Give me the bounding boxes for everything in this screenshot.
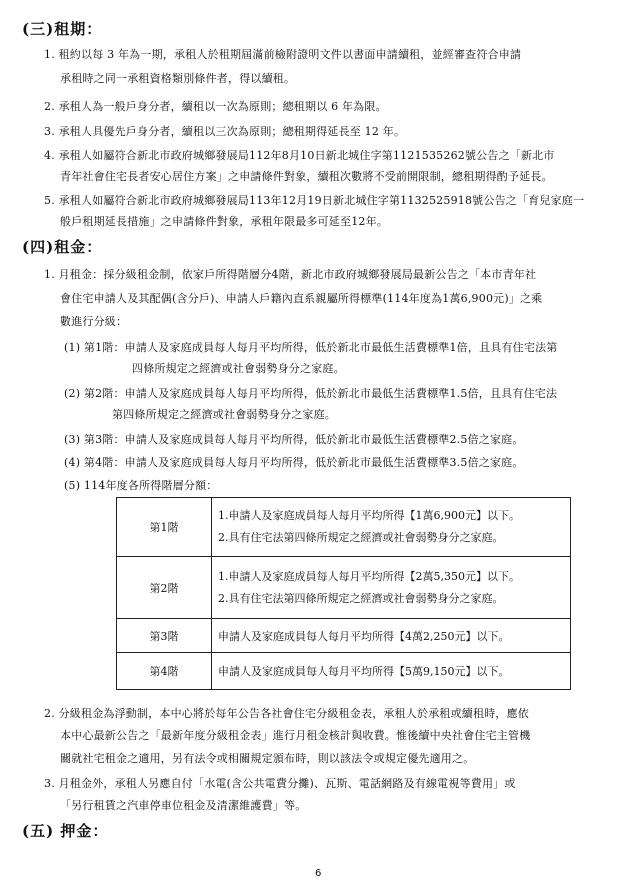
lease-item-3: 3. 承租人具優先戶身分者，續租以三次為原則；總租期得延長至 12 年。 — [44, 125, 406, 138]
lease-item-2: 2. 承租人為一般戶身分者，續租以一次為原則；總租期以 6 年為限。 — [44, 100, 387, 113]
tier-line: 2.具有住宅法第四條所規定之經濟或社會弱勢身分之家庭。 — [218, 531, 504, 544]
rent-sub-2-line-2: 第四條所規定之經濟或社會弱勢身分之家庭。 — [112, 408, 336, 421]
tier-line: 1.申請人及家庭成員每人每月平均所得【1萬6,900元】以下。 — [218, 509, 520, 522]
tier-label: 第4階 — [117, 653, 212, 690]
tier-line: 申請人及家庭成員每人每月平均所得【5萬9,150元】以下。 — [218, 665, 510, 678]
tier-label: 第3階 — [117, 619, 212, 653]
page-number: 6 — [315, 868, 322, 879]
tier-description — [212, 619, 571, 653]
tier-description — [212, 557, 571, 619]
lease-item-4-line-1: 4. 承租人如屬符合新北市政府城鄉發展局112年8月10日新北城住字第1121535262號公告之「新北市 — [44, 149, 555, 162]
rent-item-3-line-2: 「另行租賃之汽車停車位租金及清潔維護費」等。 — [60, 799, 307, 812]
table-row — [117, 653, 571, 690]
rent-item-2-line-2: 本中心最新公告之「最新年度分級租金表」進行月租金核計與收費。惟後續中央社會住宅主管機 — [60, 729, 531, 742]
section-heading-rent: (四)租金： — [22, 238, 103, 256]
table-row — [117, 498, 571, 557]
income-tier-table — [116, 497, 571, 690]
rent-sub-4: (4) 第4階：申請人及家庭成員每人每月平均所得，低於新北市最低生活費標準3.5倍之家庭。 — [64, 456, 524, 469]
tier-description — [212, 653, 571, 690]
tier-description — [212, 498, 571, 557]
tier-label: 第2階 — [117, 557, 212, 619]
lease-item-1-line-2: 承租時之同一承租資格類別條件者，得以續租。 — [60, 72, 296, 85]
lease-item-5-line-2: 般戶租期延長措施」之申請條件對象，承租年限最多可延至12年。 — [60, 215, 388, 228]
rent-sub-3: (3) 第3階：申請人及家庭成員每人每月平均所得，低於新北市最低生活費標準2.5倍之家庭。 — [64, 433, 524, 446]
rent-item-1-line-3: 數進行分級： — [60, 315, 128, 328]
rent-item-1-line-1: 1. 月租金：採分級租金制，依家戶所得階層分4階，新北市政府城鄉發展局最新公告之「本市青年社 — [44, 268, 537, 281]
table-row — [117, 619, 571, 653]
lease-item-1-line-1: 1. 租約以每 3 年為一期，承租人於租期屆滿前檢附證明文件以書面申請續租，並經審查符合申請 — [44, 48, 522, 61]
rent-sub-2-line-1: (2) 第2階：申請人及家庭成員每人每月平均所得，低於新北市最低生活費標準1.5倍，且具有住宅法 — [64, 387, 558, 400]
rent-sub-1-line-2: 四條所規定之經濟或社會弱勢身分之家庭。 — [132, 362, 345, 375]
tier-line: 2.具有住宅法第四條所規定之經濟或社會弱勢身分之家庭。 — [218, 591, 504, 605]
rent-item-3-line-1: 3. 月租金外，承租人另應自付「水電(含公共電費分攤)、瓦斯、電話網路及有線電視等費用」或 — [44, 777, 516, 790]
rent-item-2-line-3: 關就社宅租金之適用，另有法令或相關規定頒布時，則以該法令或規定優先適用之。 — [60, 752, 475, 765]
rent-item-2-line-1: 2. 分級租金為浮動制，本中心將於每年公告各社會住宅分級租金表，承租人於承租或續租時，應依 — [44, 707, 529, 720]
rent-sub-5: (5) 114年度各所得階層分額： — [64, 479, 218, 492]
table-row — [117, 557, 571, 619]
rent-item-1-line-2: 會住宅申請人及其配偶(含分戶)、申請人戶籍內直系親屬所得標準(114年度為1萬6,900元)」之乘 — [60, 292, 543, 305]
tier-line: 申請人及家庭成員每人每月平均所得【4萬2,250元】以下。 — [218, 629, 510, 643]
lease-item-4-line-2: 青年社會住宅長者安心居住方案」之申請條件對象，續租次數將不受前開限制，總租期得酌予延長。 — [60, 170, 553, 183]
section-heading-deposit: (五) 押金： — [22, 822, 109, 840]
tier-line: 1.申請人及家庭成員每人每月平均所得【2萬5,350元】以下。 — [218, 569, 520, 583]
rent-sub-1-line-1: (1) 第1階：申請人及家庭成員每人每月平均所得，低於新北市最低生活費標準1倍，且具有住宅法第 — [64, 341, 558, 354]
section-heading-lease-term: (三)租期： — [22, 20, 103, 38]
tier-label: 第1階 — [117, 498, 212, 557]
lease-item-5-line-1: 5. 承租人如屬符合新北市政府城鄉發展局113年12月19日新北城住字第1132525918號公告之「育兒家庭一 — [44, 194, 585, 207]
